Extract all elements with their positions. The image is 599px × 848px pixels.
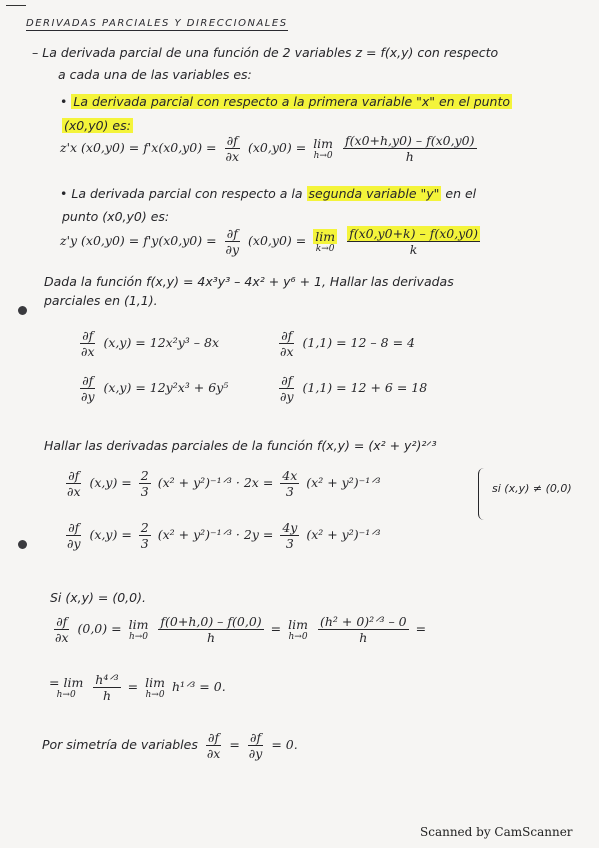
symmetry-b-den: ∂y (248, 746, 263, 761)
ex1-dfx-num: ∂f (82, 328, 94, 343)
ex2-dfx-mid: (x² + y²)⁻¹ᐟ³ · 2x = (157, 475, 274, 490)
ex2-dfx-coef-num: 2 (140, 468, 149, 483)
symmetry-a-num: ∂f (208, 730, 220, 745)
ex1-dfx-partial (79, 328, 97, 359)
ex2-dfy-r-num: 4y (282, 520, 298, 535)
symmetry-partial-y (247, 730, 265, 761)
ex2-dfx-rhs: (x² + y²)⁻¹ᐟ³ (306, 475, 381, 490)
ex1-dfx-at-partial (278, 328, 296, 359)
ex1-dfy-at-expr: (1,1) = 12 + 6 = 18 (302, 380, 428, 395)
origin-line2-sub: h→0 (56, 690, 76, 700)
top-rule (6, 5, 26, 6)
ex1-dfy-at-num: ∂f (281, 373, 293, 388)
intro-line-2: a cada una de las variables es: (58, 67, 252, 82)
def-x-partial (224, 133, 242, 164)
origin-lim2-sub: h→0 (288, 632, 308, 642)
symmetry-partial-x (205, 730, 223, 761)
def-x-line-2 (62, 118, 133, 133)
ex1-line-1: Dada la función f(x,y) = 4x³y³ – 4x² + y⁶ + 1, Hallar las derivadas (44, 274, 454, 289)
ex1-dfy-at (275, 373, 427, 404)
origin-partial (53, 614, 71, 645)
def-x-lim-sub: h→0 (313, 151, 333, 161)
ex1-dfx-at (275, 328, 415, 359)
def-x-partial-den: ∂x (225, 149, 240, 164)
origin-at: (0,0) = (77, 621, 122, 636)
bullet-dot-1 (18, 306, 27, 315)
origin-lim3-sub: h→0 (145, 690, 165, 700)
ex2-dfx-den: ∂x (67, 484, 81, 499)
ex2-dfx-coef (139, 468, 151, 499)
def-x-highlight-1: La derivada parcial con respecto a la primera variable "x" en el punto (73, 94, 511, 109)
ex2-dfy (62, 520, 381, 551)
symmetry-a-den: ∂x (206, 746, 221, 761)
def-x-highlight-2: (x0,y0) es: (64, 118, 131, 133)
ex1-dfy-partial (79, 373, 97, 404)
def-x-partial-num: ∂f (226, 133, 238, 148)
ex1-dfy-at-den: ∂y (280, 389, 294, 404)
def-y-highlight: segunda variable "y" (308, 186, 440, 201)
def-x-formula (60, 133, 480, 164)
symmetry-line (42, 730, 298, 761)
ex2-dfy-den: ∂y (67, 536, 81, 551)
def-y-line-1a: La derivada parcial con respecto a la (71, 186, 303, 201)
ex2-dfx (62, 468, 381, 499)
origin-frac-1 (158, 614, 263, 645)
ex2-dfy-coef-den: 3 (140, 536, 149, 551)
ex1-dfx-at-num: ∂f (281, 328, 293, 343)
origin-num: ∂f (56, 614, 68, 629)
origin-line-2 (46, 672, 226, 703)
origin-line2-lead: = lim (49, 675, 84, 690)
def-y-line-1c: en el (445, 186, 477, 201)
def-y-lhs: z'y (x0,y0) = f'y(x0,y0) = (60, 233, 217, 248)
def-y-quotient-den: k (409, 242, 418, 257)
origin-f3-num: h⁴ᐟ³ (95, 672, 119, 687)
ex2-dfx-partial (65, 468, 83, 499)
def-x-lhs: z'x (x0,y0) = f'x(x0,y0) = (60, 140, 217, 155)
ex2-condition: si (x,y) ≠ (0,0) (492, 482, 572, 495)
symmetry-eq: = (229, 737, 240, 752)
ex2-dfy-coef-num: 2 (140, 520, 149, 535)
def-x-line-1: • La derivada parcial con respecto a la primera variable "x" en el punto (60, 94, 511, 109)
ex2-dfy-rhs: (x² + y²)⁻¹ᐟ³ (306, 527, 381, 542)
ex2-dfx-r-den: 3 (285, 484, 294, 499)
def-y-line-1: • La derivada parcial con respecto a la segunda variable "y" en el (60, 186, 477, 201)
def-y-partial-den: ∂y (225, 242, 240, 257)
symmetry-text: Por simetría de variables (42, 737, 198, 752)
origin-lim-0 (49, 675, 83, 700)
def-y-quotient (347, 226, 480, 257)
condition-brace (478, 468, 487, 520)
origin-last: h¹ᐟ³ = 0. (171, 679, 226, 694)
scanner-watermark: Scanned by CamScanner (420, 825, 573, 839)
def-y-line-2: punto (x0,y0) es: (62, 209, 170, 224)
ex1-dfx (76, 328, 219, 359)
origin-f2-den: h (359, 630, 368, 645)
origin-eq-2: = (415, 621, 427, 636)
def-x-quotient-den: h (405, 149, 414, 164)
def-x-quotient (343, 133, 476, 164)
ex2-dfy-r-den: 3 (285, 536, 294, 551)
intro-line-1: – La derivada parcial de una función de 2 variables z = f(x,y) con respecto (32, 45, 499, 60)
bullet-dot-2 (18, 540, 27, 549)
ex1-dfx-expr: (x,y) = 12x²y³ – 8x (103, 335, 219, 350)
ex1-dfx-den: ∂x (81, 344, 95, 359)
def-y-quotient-num: f(x0,y0+k) – f(x0,y0) (349, 226, 479, 241)
ex1-dfy-at-partial (278, 373, 296, 404)
origin-frac-3 (93, 672, 120, 703)
ex1-dfy-expr: (x,y) = 12y²x³ + 6y⁵ (103, 380, 229, 395)
ex2-dfy-num: ∂f (68, 520, 80, 535)
origin-condition: Si (x,y) = (0,0). (50, 590, 146, 605)
ex1-dfy-num: ∂f (82, 373, 94, 388)
ex2-dfy-mid: (x² + y²)⁻¹ᐟ³ · 2y = (157, 527, 274, 542)
def-y-point: (x0,y0) = (248, 233, 307, 248)
origin-f1-den: h (207, 630, 216, 645)
origin-f2-num: (h² + 0)²ᐟ³ – 0 (319, 614, 407, 629)
page-title: DERIVADAS PARCIALES Y DIRECCIONALES (26, 18, 288, 29)
origin-lim-1 (129, 617, 149, 642)
ex2-dfx-r-num: 4x (282, 468, 298, 483)
ex2-line-1: Hallar las derivadas parciales de la función f(x,y) = (x² + y²)²ᐟ³ (44, 438, 437, 453)
symmetry-tail: = 0. (271, 737, 298, 752)
ex1-line-2: parciales en (1,1). (44, 293, 158, 308)
def-x-point: (x0,y0) = (248, 140, 307, 155)
def-y-partial (224, 226, 242, 257)
origin-lim1-sub: h→0 (128, 632, 149, 642)
def-y-lim-top: lim (315, 229, 336, 244)
def-x-quotient-num: f(x0+h,y0) – f(x0,y0) (345, 133, 475, 148)
origin-lim3-top: lim (145, 675, 165, 690)
ex2-dfy-coef (139, 520, 151, 551)
origin-frac-2 (318, 614, 409, 645)
ex1-dfy-den: ∂y (81, 389, 95, 404)
ex1-dfx-at-den: ∂x (280, 344, 294, 359)
origin-lim-2 (288, 617, 308, 642)
origin-eq-1: = (270, 621, 282, 636)
def-x-lim-top: lim (313, 136, 334, 151)
ex2-dfy-result-frac (280, 520, 299, 551)
ex2-dfx-coef-den: 3 (140, 484, 149, 499)
origin-lim1-top: lim (128, 617, 149, 632)
def-y-formula (60, 226, 483, 257)
def-y-limit (313, 229, 337, 254)
ex1-dfx-at-expr: (1,1) = 12 – 8 = 4 (302, 335, 415, 350)
def-y-lim-sub: k→0 (315, 244, 335, 254)
ex2-dfy-partial (65, 520, 83, 551)
origin-line-1 (50, 614, 426, 645)
symmetry-b-num: ∂f (250, 730, 262, 745)
ex2-dfy-lhs: (x,y) = (89, 527, 132, 542)
origin-eq-3: = (127, 679, 139, 694)
ex2-dfx-lhs: (x,y) = (89, 475, 132, 490)
ex2-dfx-result-frac (280, 468, 299, 499)
origin-f1-num: f(0+h,0) – f(0,0) (160, 614, 262, 629)
def-x-limit (313, 136, 333, 161)
origin-lim-3 (145, 675, 165, 700)
origin-lim2-top: lim (288, 617, 308, 632)
ex2-dfx-num: ∂f (68, 468, 80, 483)
def-y-partial-num: ∂f (226, 226, 238, 241)
origin-den: ∂x (55, 630, 69, 645)
origin-f3-den: h (102, 688, 111, 703)
ex1-dfy (76, 373, 228, 404)
